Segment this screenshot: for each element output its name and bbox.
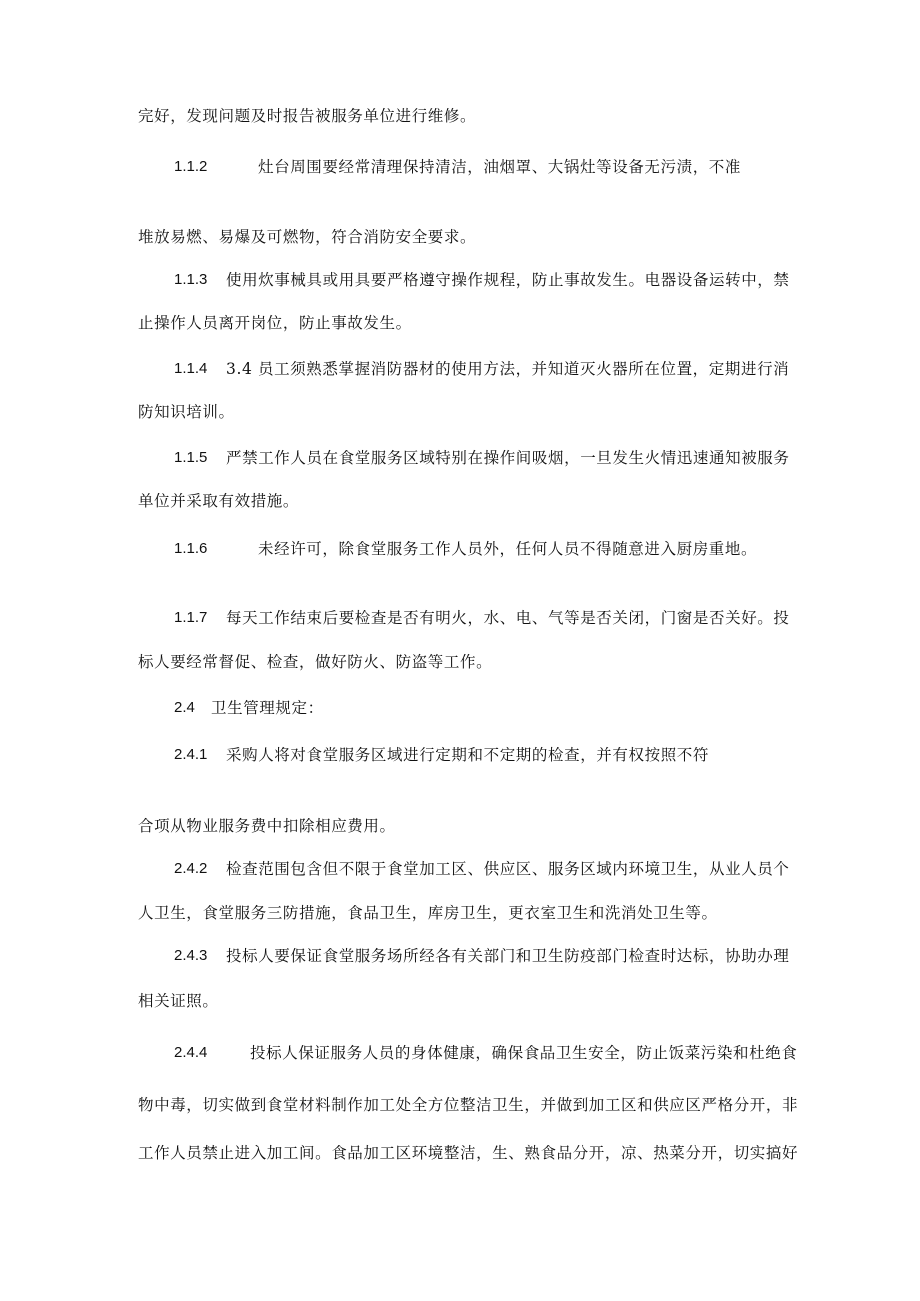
clause-number: 1.1.6	[174, 540, 208, 557]
body-text-line: 防知识培训。	[138, 403, 235, 421]
body-text-line: 单位并采取有效措施。	[138, 492, 300, 510]
body-text-line: 合项从物业服务费中扣除相应费用。	[138, 817, 396, 835]
body-text-line: 相关证照。	[138, 992, 219, 1010]
body-text-line: 堆放易燃、易爆及可燃物，符合消防安全要求。	[138, 228, 477, 246]
clause-number: 1.1.4	[174, 360, 208, 377]
body-text-line: 完好，发现问题及时报告被服务单位进行维修。	[138, 107, 477, 125]
clause-text: 严禁工作人员在食堂服务区域特别在操作间吸烟，一旦发生火情迅速通知被服务	[226, 449, 790, 467]
clause-text: 采购人将对食堂服务区域进行定期和不定期的检查，并有权按照不符	[226, 746, 710, 764]
clause-text: 每天工作结束后要检查是否有明火，水、电、气等是否关闭，门窗是否关好。投	[226, 609, 790, 627]
clause-text: 未经许可，除食堂服务工作人员外，任何人员不得随意进入厨房重地。	[258, 540, 758, 558]
clause-text: 灶台周围要经常清理保持清洁，油烟罩、大锅灶等设备无污渍，不准	[258, 158, 742, 176]
body-text-line: 人卫生，食堂服务三防措施，食品卫生，库房卫生，更衣室卫生和洗消处卫生等。	[138, 904, 718, 922]
clause-text: 使用炊事械具或用具要严格遵守操作规程，防止事故发生。电器设备运转中，禁	[226, 271, 790, 289]
clause-text: 检查范围包含但不限于食堂加工区、供应区、服务区域内环境卫生，从业人员个	[226, 860, 790, 878]
section-title: 卫生管理规定：	[211, 699, 324, 717]
clause-text: 3.4 员工须熟悉掌握消防器材的使用方法，并知道灭火器所在位置，定期进行消	[226, 360, 790, 378]
clause-number: 2.4.1	[174, 746, 208, 763]
clause-number: 2.4.4	[174, 1044, 208, 1061]
clause-number: 1.1.5	[174, 449, 208, 466]
clause-number: 2.4.3	[174, 947, 208, 964]
clause-number: 1.1.3	[174, 271, 208, 288]
clause-text: 投标人要保证食堂服务场所经各有关部门和卫生防疫部门检查时达标，协助办理	[226, 947, 790, 965]
clause-number: 1.1.2	[174, 158, 208, 175]
clause-number: 1.1.7	[174, 609, 208, 626]
body-text-line: 工作人员禁止进入加工间。食品加工区环境整洁，生、熟食品分开，凉、热菜分开，切实搞好	[138, 1144, 799, 1162]
body-text-line: 物中毒，切实做到食堂材料制作加工处全方位整洁卫生，并做到加工区和供应区严格分开，非	[138, 1096, 799, 1114]
clause-number: 2.4.2	[174, 860, 208, 877]
section-number: 2.4	[174, 699, 195, 716]
clause-text: 投标人保证服务人员的身体健康，确保食品卫生安全，防止饭菜污染和杜绝食	[250, 1044, 798, 1062]
body-text-line: 标人要经常督促、检查，做好防火、防盗等工作。	[138, 653, 493, 671]
body-text-line: 止操作人员离开岗位，防止事故发生。	[138, 314, 412, 332]
